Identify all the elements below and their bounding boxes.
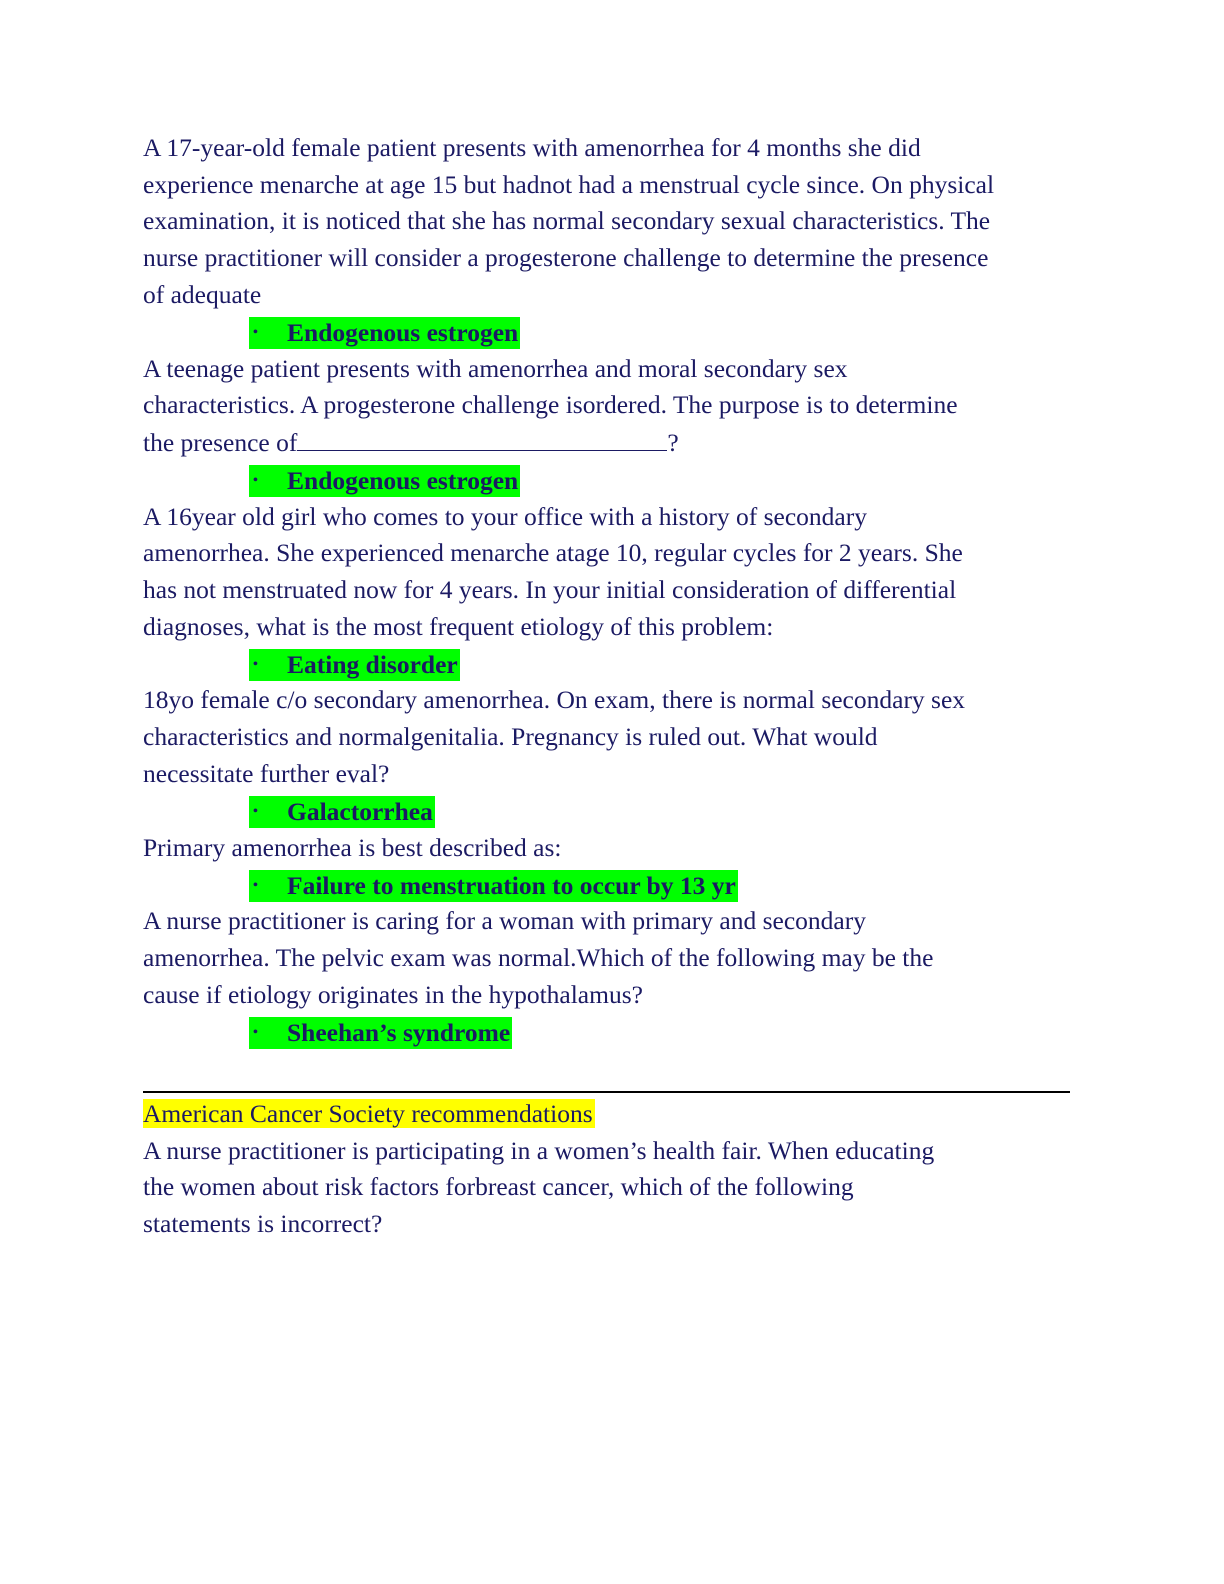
question-line: cause if etiology originates in the hypothalamus? [143, 979, 643, 1009]
question-line: amenorrhea. The pelvic exam was normal.Which of the following may be the [143, 942, 934, 972]
question-line: the women about risk factors forbreast cancer, which of the following [143, 1172, 854, 1202]
question-list [143, 130, 1073, 1050]
question-line-with-blank [143, 424, 1073, 462]
question-line: Primary amenorrhea is best described as: [143, 832, 562, 862]
question-line: A nurse practitioner is caring for a woman with primary and secondary [143, 906, 866, 936]
bullet-icon: • [253, 803, 258, 819]
question-2 [143, 351, 1073, 462]
bullet-icon: • [253, 472, 258, 488]
section-heading-line [143, 1096, 1073, 1133]
answer-row-2 [143, 462, 1073, 499]
question-line: necessitate further eval? [143, 758, 390, 788]
question-line: A teenage patient presents with amenorrhea and moral secondary sex [143, 353, 848, 383]
question-line: A 16year old girl who comes to your office with a history of secondary [143, 501, 867, 531]
bullet-icon: • [253, 324, 258, 340]
answer-row-5 [143, 866, 1073, 903]
question-line: nurse practitioner will consider a progesterone challenge to determine the presence [143, 243, 989, 273]
answer-highlight [249, 465, 520, 497]
section-american-cancer-society [143, 1096, 1073, 1243]
answer-highlight [249, 870, 738, 902]
question-line: of adequate [143, 279, 262, 309]
question-line: A 17-year-old female patient presents with amenorrhea for 4 months she did [143, 133, 921, 162]
section-heading: American Cancer Society recommendations [143, 1099, 593, 1128]
answer-text: Failure to menstruation to occur by 13 yr [287, 870, 736, 900]
question-line: experience menarche at age 15 but hadnot had a menstrual cycle since. On physical [143, 169, 995, 199]
answer-row-6 [143, 1013, 1073, 1050]
answer-highlight [249, 1017, 512, 1049]
answer-text: Endogenous estrogen [287, 317, 519, 347]
question-line: diagnoses, what is the most frequent etiology of this problem: [143, 611, 774, 641]
section-content [143, 1096, 1073, 1243]
answer-row-4 [143, 793, 1073, 830]
answer-highlight [249, 796, 435, 828]
answer-text: Eating disorder [287, 649, 458, 679]
question-line: has not menstruated now for 4 years. In your initial consideration of differential [143, 575, 957, 605]
answer-text: Sheehan’s syndrome [287, 1017, 511, 1047]
question-line: examination, it is noticed that she has normal secondary sexual characteristics. The [143, 206, 991, 236]
question-line: A nurse practitioner is participating in a women’s health fair. When educating [143, 1135, 935, 1165]
bullet-icon: • [253, 877, 258, 893]
bullet-icon: • [253, 1024, 258, 1040]
question-1 [143, 130, 1073, 314]
question-6 [143, 903, 1073, 1013]
question-line: amenorrhea. She experienced menarche atage 10, regular cycles for 2 years. She [143, 538, 963, 568]
answer-highlight [249, 317, 520, 349]
answer-row-3 [143, 645, 1073, 682]
question-4 [143, 682, 1073, 792]
question-line: statements is incorrect? [143, 1209, 383, 1239]
answer-row-1 [143, 314, 1073, 351]
fill-in-blank [297, 424, 667, 451]
question-line: characteristics and normalgenitalia. Pregnancy is ruled out. What would [143, 722, 878, 752]
answer-text: Endogenous estrogen [287, 465, 519, 495]
answer-text: Galactorrhea [287, 796, 433, 826]
question-3 [143, 499, 1073, 646]
question-line: 18yo female c/o secondary amenorrhea. On exam, there is normal secondary sex [143, 685, 966, 715]
question-5 [143, 830, 1073, 867]
blank-prefix: the presence of [143, 427, 298, 457]
section-divider [143, 1091, 1070, 1093]
question-line: characteristics. A progesterone challenge isordered. The purpose is to determine [143, 390, 958, 420]
answer-highlight [249, 649, 460, 681]
blank-suffix: ? [667, 427, 679, 457]
bullet-icon: • [253, 656, 258, 672]
